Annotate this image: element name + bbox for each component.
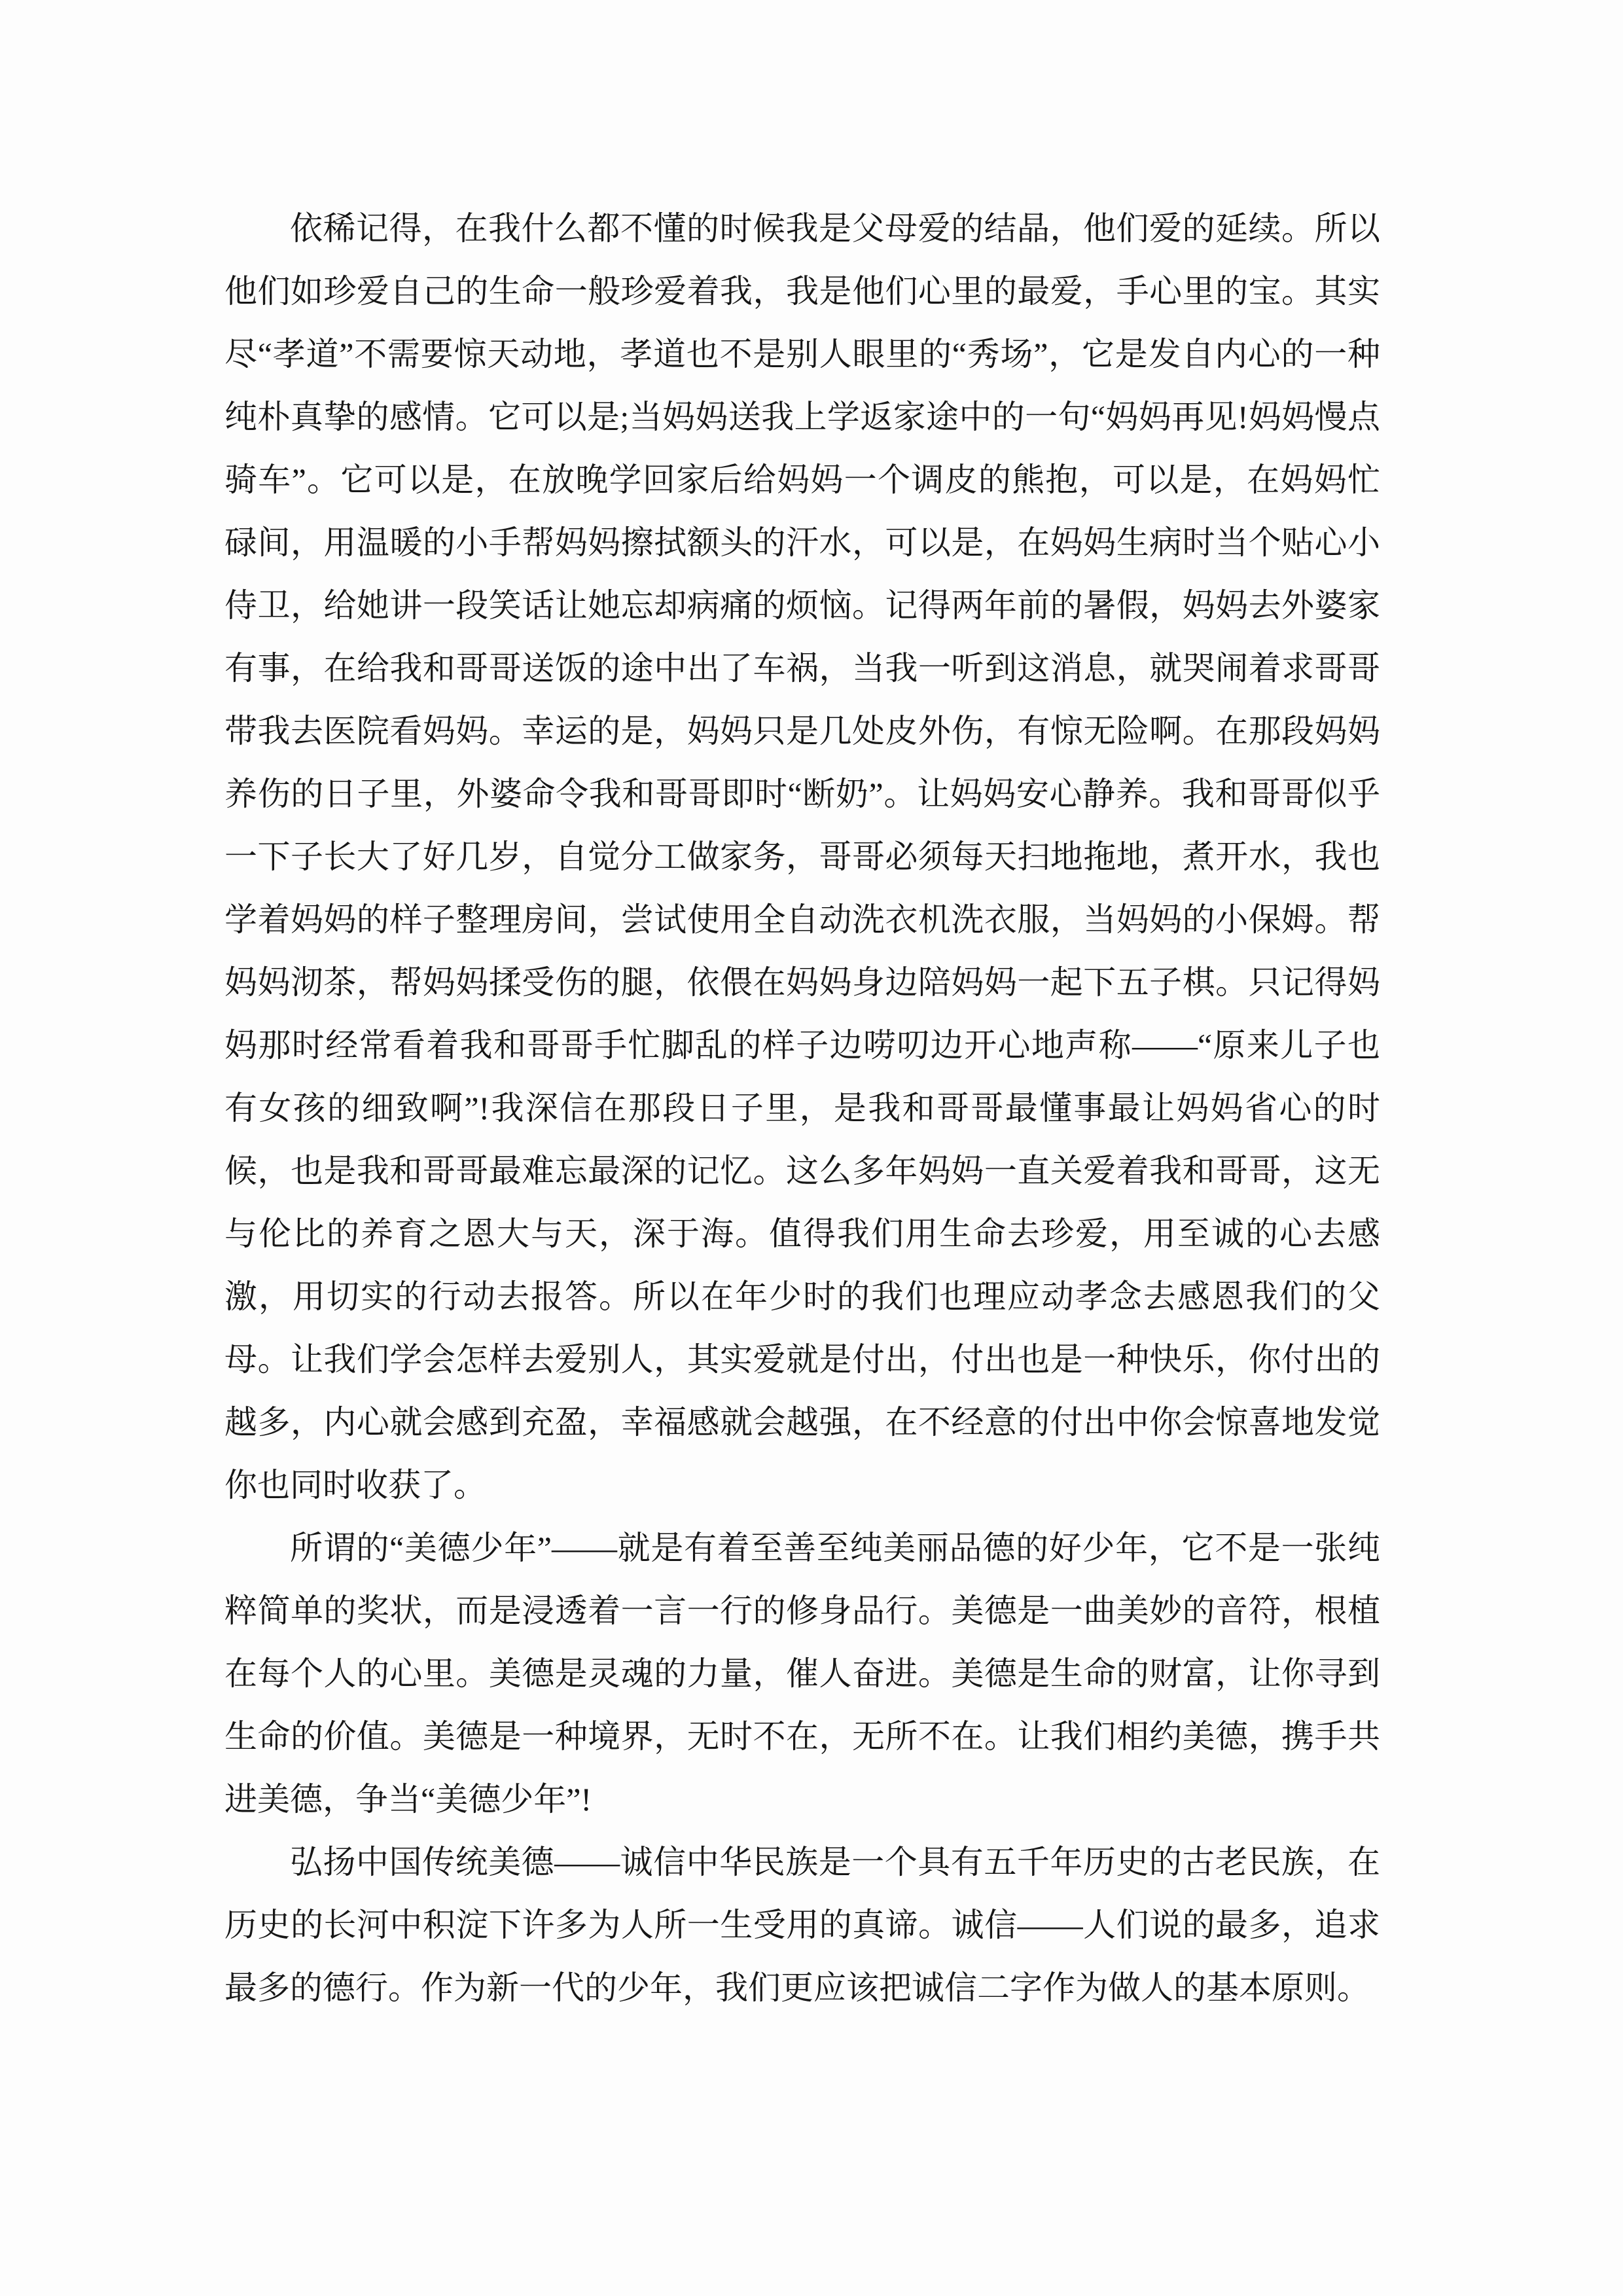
- paragraph-virtue-youth: 所谓的“美德少年”——就是有着至善至纯美丽品德的好少年，它不是一张纯粹简单的奖状，而是浸透着一言一行的修身品行。美德是一曲美妙的音符，根植在每个人的心里。美德是灵魂的力量，催人奋进。美德是生命的财富，让你寻到生命的价值。美德是一种境界，无时不在，无所不在。让我们相约美德，携手共进美德，争当“美德少年”!: [224, 1530, 1380, 1818]
- paragraph-filial-piety: 依稀记得，在我什么都不懂的时候我是父母爱的结晶，他们爱的延续。所以他们如珍爱自己的生命一般珍爱着我，我是他们心里的最爱，手心里的宝。其实尽“孝道”不需要惊天动地，孝道也不是别人眼里的“秀场”，它是发自内心的一种纯朴真挚的感情。它可以是;当妈妈送我上学返家途中的一句“妈妈再见!妈妈慢点骑车”。它可以是，在放晚学回家后给妈妈一个调皮的熊抱，可以是，在妈妈忙碌间，用温暖的小手帮妈妈擦拭额头的汗水，可以是，在妈妈生病时当个贴心小侍卫，给她讲一段笑话让她忘却病痛的烦恼。记得两年前的暑假，妈妈去外婆家有事，在给我和哥哥送饭的途中出了车祸，当我一听到这消息，就哭闹着求哥哥带我去医院看妈妈。幸运的是，妈妈只是几处皮外伤，有惊无险啊。在那段妈妈养伤的日子里，外婆命令我和哥哥即时“断奶”。让妈妈安心静养。我和哥哥似乎一下子长大了好几岁，自觉分工做家务，哥哥必须每天扫地拖地，煮开水，我也学着妈妈的样子整理房间，尝试使用全自动洗衣机洗衣服，当妈妈的小保姆。帮妈妈沏茶，帮妈妈揉受伤的腿，依偎在妈妈身边陪妈妈一起下五子棋。只记得妈妈那时经常看着我和哥哥手忙脚乱的样子边唠叨边开心地声称——“原来儿子也有女孩的细致啊”!我深信在那段日子里，是我和哥哥最懂事最让妈妈省心的时候，也是我和哥哥最难忘最深的记忆。这么多年妈妈一直关爱着我和哥哥，这无与伦比的养育之恩大与天，深于海。值得我们用生命去珍爱，用至诚的心去感激，用切实的行动去报答。所以在年少时的我们也理应动孝念去感恩我们的父母。让我们学会怎样去爱别人，其实爱就是付出，付出也是一种快乐，你付出的越多，内心就会感到充盈，幸福感就会越强，在不经意的付出中你会惊喜地发觉你也同时收获了。: [224, 210, 1380, 1503]
- document-body: [224, 197, 1380, 2019]
- paragraph-integrity: 弘扬中国传统美德——诚信中华民族是一个具有五千年历史的古老民族，在历史的长河中积淀下许多为人所一生受用的真谛。诚信——人们说的最多，追求最多的德行。作为新一代的少年，我们更应该把诚信二字作为做人的基本原则。: [224, 1844, 1380, 2006]
